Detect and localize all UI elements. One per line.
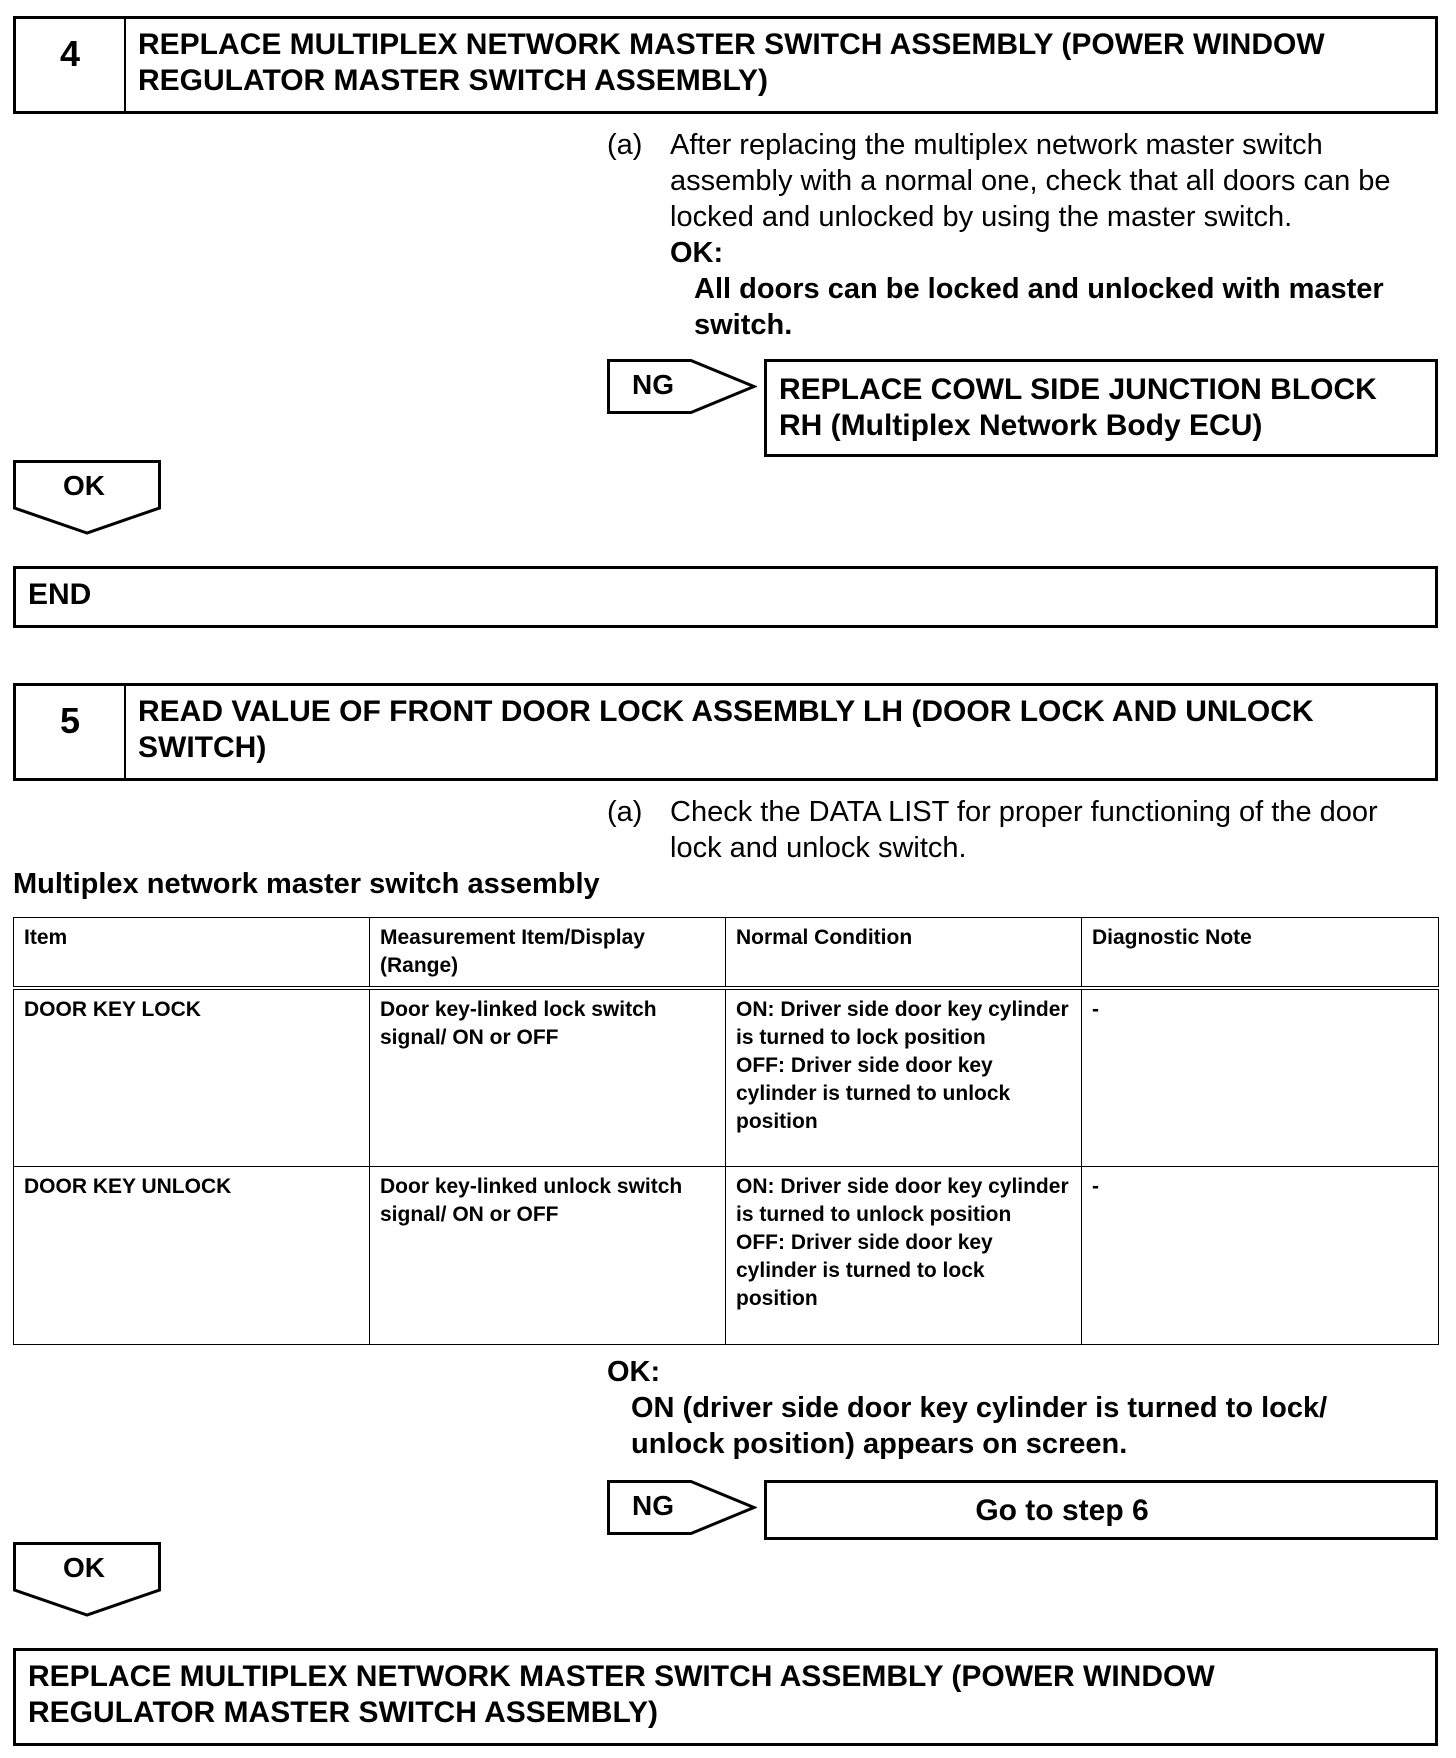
step-title-line: SWITCH) bbox=[138, 731, 267, 764]
table-cell-normal bbox=[726, 988, 1082, 1166]
instruction-line: Check the DATA LIST for proper functioning of the door bbox=[670, 796, 1378, 828]
normal-condition-line: OFF: Driver side door key cylinder is turned to lock position bbox=[736, 1230, 993, 1310]
ok-criteria-label: OK: bbox=[670, 237, 724, 269]
ok-criteria-line: ON (driver side door key cylinder is turned to lock/ bbox=[631, 1392, 1328, 1424]
step-number: 4 bbox=[16, 19, 126, 111]
ng-arrow-shape bbox=[607, 1480, 757, 1536]
ok-arrow bbox=[13, 460, 161, 536]
ng-result-box bbox=[764, 359, 1438, 457]
ng-label: NG bbox=[632, 369, 674, 400]
final-action-box bbox=[13, 1648, 1438, 1746]
ng-result-box bbox=[764, 1480, 1438, 1540]
step-title-line: READ VALUE OF FRONT DOOR LOCK ASSEMBLY LH (DOOR LOCK AND UNLOCK bbox=[138, 695, 1314, 728]
step-title-line: REGULATOR MASTER SWITCH ASSEMBLY) bbox=[138, 64, 769, 97]
normal-condition-line: ON: Driver side door key cylinder is turned to unlock position bbox=[736, 1174, 1069, 1226]
ok-criteria-line: All doors can be locked and unlocked with master bbox=[694, 273, 1384, 305]
instruction-marker: (a) bbox=[607, 129, 643, 161]
normal-condition-line: ON: Driver side door key cylinder is turned to lock position bbox=[736, 998, 1069, 1049]
normal-condition-line: OFF: Driver side door key cylinder is turned to unlock position bbox=[736, 1054, 1011, 1133]
table-row bbox=[14, 988, 1439, 1166]
table-row bbox=[14, 1166, 1439, 1344]
ok-label: OK bbox=[63, 470, 105, 501]
table-header-cell: Measurement Item/Display (Range) bbox=[370, 918, 726, 989]
table-cell-note: - bbox=[1082, 1166, 1439, 1344]
ok-criteria-label: OK: bbox=[607, 1356, 661, 1388]
table-header-cell: Item bbox=[14, 918, 370, 989]
table-header-cell: Normal Condition bbox=[726, 918, 1082, 989]
instruction-text bbox=[670, 794, 1440, 866]
ng-result-line: REPLACE COWL SIDE JUNCTION BLOCK bbox=[779, 373, 1377, 406]
data-list-table bbox=[13, 917, 1439, 1345]
instruction-marker: (a) bbox=[607, 796, 643, 828]
instruction-line: assembly with a normal one, check that all doors can be bbox=[670, 165, 1391, 197]
instruction-line: After replacing the multiplex network master switch bbox=[670, 129, 1323, 161]
step-5-header bbox=[13, 683, 1438, 781]
go-to-step-link[interactable]: Go to step 6 bbox=[975, 1494, 1149, 1527]
step-number: 5 bbox=[16, 686, 126, 778]
ok-arrow bbox=[13, 1542, 161, 1618]
ok-criteria-line: switch. bbox=[694, 309, 793, 341]
table-cell-normal bbox=[726, 1166, 1082, 1344]
ng-arrow bbox=[607, 1480, 757, 1536]
ng-arrow-shape bbox=[607, 359, 757, 415]
step-title bbox=[126, 19, 1435, 111]
instruction-line: lock and unlock switch. bbox=[670, 832, 967, 864]
table-cell-measurement: Door key-linked lock switch signal/ ON or OFF bbox=[370, 988, 726, 1166]
ok-criteria bbox=[607, 1354, 1437, 1462]
ng-arrow bbox=[607, 359, 757, 415]
step-title-line: REPLACE MULTIPLEX NETWORK MASTER SWITCH ASSEMBLY (POWER WINDOW bbox=[138, 28, 1325, 61]
table-cell-item: DOOR KEY LOCK bbox=[14, 988, 370, 1166]
step-4-header bbox=[13, 16, 1438, 114]
table-cell-measurement: Door key-linked unlock switch signal/ ON or OFF bbox=[370, 1166, 726, 1344]
ok-label: OK bbox=[63, 1552, 105, 1583]
ok-criteria-line: unlock position) appears on screen. bbox=[631, 1428, 1128, 1460]
end-box: END bbox=[13, 566, 1438, 628]
instruction-line: locked and unlocked by using the master switch. bbox=[670, 201, 1293, 233]
instruction-text bbox=[670, 127, 1440, 343]
table-cell-item: DOOR KEY UNLOCK bbox=[14, 1166, 370, 1344]
ng-label: NG bbox=[632, 1490, 674, 1521]
final-action-line: REGULATOR MASTER SWITCH ASSEMBLY) bbox=[28, 1696, 659, 1729]
ng-result-line: RH (Multiplex Network Body ECU) bbox=[779, 409, 1263, 442]
table-header-row bbox=[14, 918, 1439, 989]
table-cell-note: - bbox=[1082, 988, 1439, 1166]
table-caption: Multiplex network master switch assembly bbox=[13, 868, 600, 900]
table-header-cell: Diagnostic Note bbox=[1082, 918, 1439, 989]
step-title bbox=[126, 686, 1435, 778]
final-action-line: REPLACE MULTIPLEX NETWORK MASTER SWITCH ASSEMBLY (POWER WINDOW bbox=[28, 1660, 1215, 1693]
